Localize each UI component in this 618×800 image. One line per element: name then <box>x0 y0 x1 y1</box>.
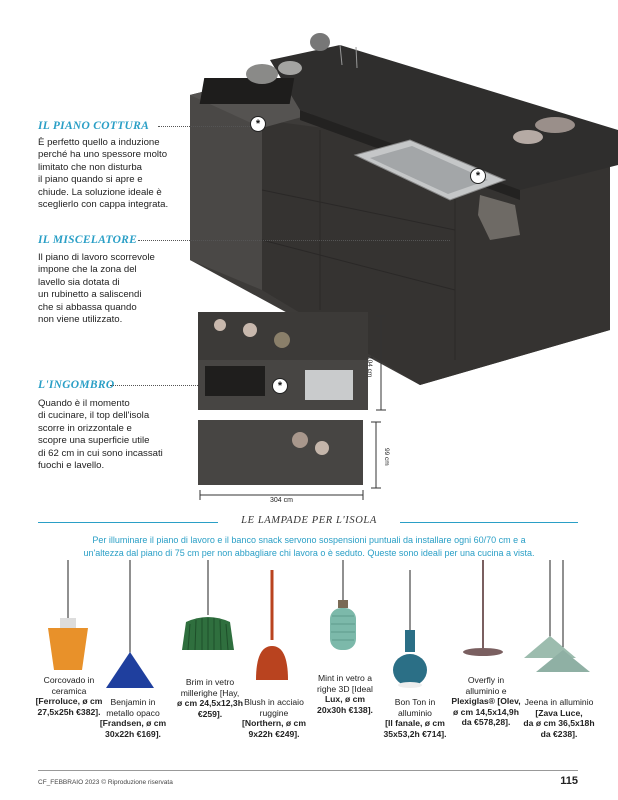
lamp-mint <box>330 608 356 650</box>
marker-hob: * <box>250 116 266 132</box>
dim-label-closed: 99 cm <box>383 448 390 466</box>
induction-hob <box>200 78 295 104</box>
marker-plan: * <box>272 378 288 394</box>
leader-line-cooktop <box>158 126 250 127</box>
lamp-corcovado <box>48 628 88 670</box>
dim-label-width: 304 cm <box>270 497 293 504</box>
lamps-intro: Per illuminare il piano di lavoro e il banco snack servono sospensioni puntuali da installare ogni 60/70 cm e a un'altezza dal piano di 75 cm per non abbagliare chi lavora o è seduto. Queste sono ideali per una cucina a vista. <box>83 535 535 558</box>
lamp-caption-bonton: Bon Ton in alluminio [Il fanale, ø cm 35x53,2h €714]. <box>383 697 447 739</box>
lamps-heading: LE LAMPADE PER L'ISOLA <box>241 515 377 526</box>
footer-rule <box>38 770 578 771</box>
plate <box>535 117 575 133</box>
lamp-bonton <box>393 654 427 686</box>
lamps-heading-rule-left <box>38 522 218 523</box>
section-body-cooktop: È perfetto quello a induzione perché ha uno spessore molto limitato che non disturba il piano quando si apre e chiude. La soluzione ideale è sceglierlo con cappa integrata. <box>38 137 169 211</box>
section-body-mixer: Il piano di lavoro scorrevole impone che la zona del lavello sia dotata di un rubinetto a saliscendi che si abbassa quando non viene utilizzato. <box>38 252 155 326</box>
lamp-benjamin <box>106 652 154 688</box>
lamp-caption-corcovado: Corcovado in ceramica [Ferroluce, ø cm 27,5x25h €382]. <box>35 675 103 717</box>
page-number: 115 <box>560 775 578 787</box>
section-body-footprint: Quando è il momento di cucinare, il top dell'isola scorre in orizzontale e scopre una superficie utile di 62 cm in cui sono incassati fuochi e lavello. <box>38 398 163 472</box>
lamp-overfly <box>463 648 503 656</box>
section-title-mixer: IL MISCELATORE <box>38 234 138 246</box>
footer-credit: CF_FEBBRAIO 2023 © Riproduzione riservata <box>38 779 173 786</box>
marker-sink: * <box>470 168 486 184</box>
lamp-caption-jeena: Jeena in alluminio [Zava Luce, da ø cm 36,5x18h da €238]. <box>523 697 595 739</box>
lamp-caption-mint: Mint in vetro a righe 3D [Ideal Lux, ø cm 20x30h €138]. <box>317 673 373 715</box>
lamp-caption-overfly: Overfly in alluminio e Plexiglas® [Olev, ø cm 14,5x14,9h da €578,28]. <box>451 675 521 728</box>
section-title-footprint: L'INGOMBRO <box>38 379 115 391</box>
lamp-caption-benjamin: Benjamin in metallo opaco [Frandsen, ø cm 30x22h €169]. <box>99 697 167 739</box>
leader-line-footprint <box>110 385 198 386</box>
plan-closed <box>198 420 363 485</box>
dim-label-open: 104 cm <box>366 356 373 378</box>
lamps-heading-rule-right <box>400 522 578 523</box>
lamp-caption-brim: Brim in vetro millerighe [Hay, ø cm 24,5x12,3h €259]. <box>177 677 243 719</box>
lamp-blush <box>256 646 288 680</box>
leader-line-mixer <box>138 240 450 241</box>
lamp-caption-blush: Blush in acciaio ruggine [Northern, ø cm 9x22h €249]. <box>242 697 306 739</box>
pot <box>246 64 278 84</box>
section-title-cooktop: IL PIANO COTTURA <box>38 120 150 132</box>
